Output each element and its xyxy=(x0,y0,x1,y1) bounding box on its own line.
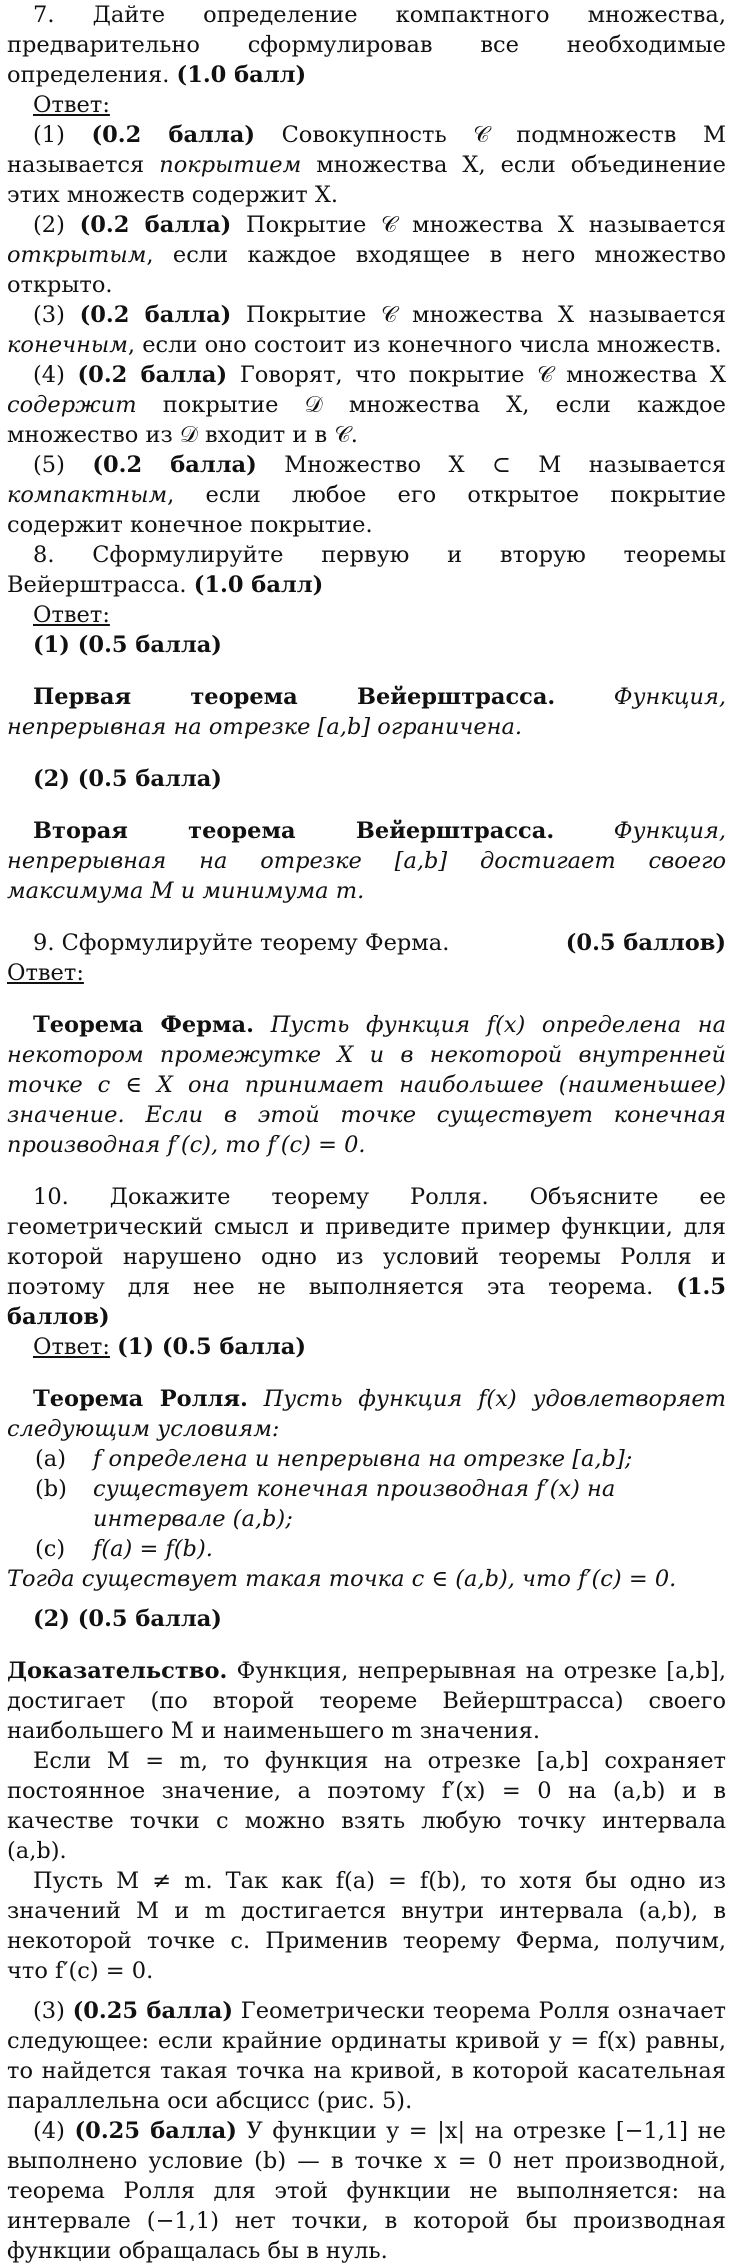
question-7-points: (1.0 балл) xyxy=(176,62,307,88)
proof-paragraph: Доказательство. Функция, непрерывная на отрезке [a,b], достигает (по второй теореме Вейерштрасса) своего наибольшего M и наименьшего m значения. xyxy=(7,1658,726,1744)
q7-items xyxy=(7,120,726,540)
rolle-condition: (a) f определена и непрерывна на отрезке [a,b]; xyxy=(35,1446,633,1472)
question-9-text: 9. Сформулируйте теорему Ферма. (0.5 баллов) xyxy=(33,930,726,956)
question-10-text: 10. Докажите теорему Ролля. Объясните ее геометрический смысл и приведите пример функции, для которой нарушено одно из условий теоремы Ролля и поэтому для нее не выполняется эта теорема. (1.5 баллов) xyxy=(7,1184,726,1330)
rolle-condition: (b) существует конечная производная f′(x) на интервале (a,b); xyxy=(35,1476,616,1532)
q7-item: (2) (0.2 балла) Покрытие 𝒞 множества X называется открытым, если каждое входящее в него множество открыто. xyxy=(7,212,727,298)
question-8 xyxy=(7,540,726,906)
answer-label: Ответ: xyxy=(33,92,110,118)
rolle-condition: (c) f(a) = f(b). xyxy=(35,1536,213,1562)
q10-part-2: (2) (0.5 балла) xyxy=(33,1606,222,1632)
question-7 xyxy=(7,0,726,540)
answer-label: Ответ: xyxy=(33,1334,110,1360)
q7-item: (4) (0.2 балла) Говорят, что покрытие 𝒞 множества X содержит покрытие 𝒟 множества X, если каждое множество из 𝒟 входит и в 𝒞. xyxy=(7,362,726,448)
question-7-text: 7. Дайте определение компактного множества, предварительно сформулировав все необходимые определения. (1.0 балл) xyxy=(7,2,726,88)
fermat-theorem: Теорема Ферма. Пусть функция f(x) определена на некотором промежутке X и в некоторой внутренней точке c ∈ X она принимает наибольшее (наименьшее) значение. Если в этой точке существует конечная производная f′(c), то f′(c) = 0. xyxy=(7,1012,727,1158)
q8-part-2: (2) (0.5 балла) xyxy=(33,766,222,792)
question-9 xyxy=(7,928,726,1160)
q7-item: (5) (0.2 балла) Множество X ⊂ M называется компактным, если любое его открытое покрытие содержит конечное покрытие. xyxy=(7,452,726,538)
proof-title: Доказательство. xyxy=(7,1658,228,1684)
question-8-text: 8. Сформулируйте первую и вторую теоремы Вейерштрасса. (1.0 балл) xyxy=(7,542,726,598)
question-8-points: (1.0 балл) xyxy=(193,572,324,598)
rolle-conditions xyxy=(35,1444,726,1564)
q7-item: (3) (0.2 балла) Покрытие 𝒞 множества X называется конечным, если оно состоит из конечного числа множеств. xyxy=(7,302,727,358)
question-10-points: (1.5 баллов) xyxy=(7,1274,726,1330)
weierstrass-theorem-2: Вторая теорема Вейерштрасса. Функция, непрерывная на отрезке [a,b] достигает своего максимума M и минимума m. xyxy=(7,818,726,904)
q10-part-4: (4) (0.25 балла) У функции y = |x| на отрезке [−1,1] не выполнено условие (b) — в точке x = 0 нет производной, теорема Ролля для этой функции не выполняется: на интервале (−1,1) нет точки, в которой бы производная функции обращалась бы в нуль. xyxy=(7,2118,726,2264)
question-9-points: (0.5 баллов) xyxy=(565,930,726,956)
answer-label: Ответ: xyxy=(33,602,110,628)
rolle-conclusion: Тогда существует такая точка c ∈ (a,b), что f′(c) = 0. xyxy=(7,1566,677,1592)
rolle-theorem-intro: Теорема Ролля. Пусть функция f(x) удовлетворяет следующим условиям: xyxy=(7,1386,727,1442)
proof-paragraph: Пусть M ≠ m. Так как f(a) = f(b), то хотя бы одно из значений M и m достигается внутри интервала (a,b), в некоторой точке c. Применив теорему Ферма, получим, что f′(c) = 0. xyxy=(7,1868,726,1984)
weierstrass-theorem-1: Первая теорема Вейерштрасса. Функция, непрерывная на отрезке [a,b] ограничена. xyxy=(7,684,727,740)
q10-part-3: (3) (0.25 балла) Геометрически теорема Ролля означает следующее: если крайние ординаты кривой y = f(x) равны, то найдется такая точка на кривой, в которой касательная параллельна оси абсцисс (рис. 5). xyxy=(7,1998,726,2114)
answer-label: Ответ: xyxy=(7,960,84,986)
q10-part-1: (1) (0.5 балла) xyxy=(117,1334,307,1360)
proof-paragraph: Если M = m, то функция на отрезке [a,b] сохраняет постоянное значение, а поэтому f′(x) = 0 на (a,b) и в качестве точки c можно взять любую точку интервала (a,b). xyxy=(7,1748,726,1864)
q8-part-1: (1) (0.5 балла) xyxy=(33,632,222,658)
q7-item: (1) (0.2 балла) Совокупность 𝒞 подмножеств M называется покрытием множества X, если объединение этих множеств содержит X. xyxy=(7,122,726,208)
question-10 xyxy=(7,1182,726,2266)
q10-answer-line xyxy=(7,1332,726,1362)
